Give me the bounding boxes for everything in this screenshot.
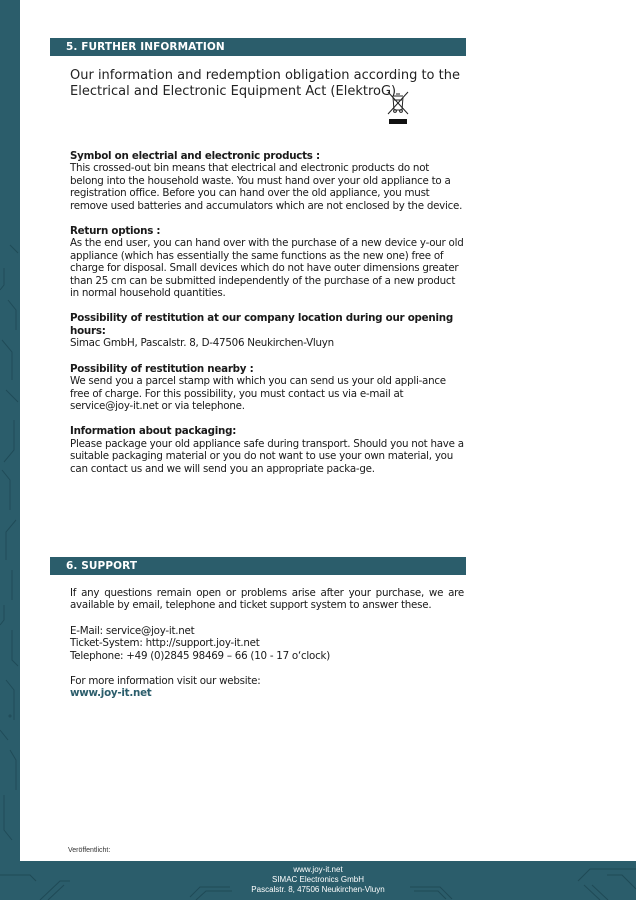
section5-content [70, 150, 464, 488]
section-header-support: 6. SUPPORT [50, 557, 466, 575]
block-text: Simac GmbH, Pascalstr. 8, D-47506 Neukirchen-Vluyn [70, 337, 334, 350]
contact-ticket-system[interactable]: Ticket-System: http://support.joy-it.net [70, 637, 260, 650]
block-heading: Possibility of restitution at our company location during our opening hours: [70, 312, 453, 337]
block-heading: Possibility of restitution nearby : [70, 362, 254, 375]
info-block-packaging [70, 425, 464, 475]
block-heading: Symbol on electrial and electronic products : [70, 150, 320, 162]
block-text: As the end user, you can hand over with the purchase of a new device y-our old appliance (which has essentially the same functions as the new one) free of charge for disposal. Small devices which do not have outer dimensions greater than 25 cm can be submitted independently of the purchase of a new product in normal household quantities. [70, 237, 464, 300]
contact-details [70, 625, 464, 662]
block-text: We send you a parcel stamp with which you can send us your old appli-ance free of charge. For this possibility, you must contact us via e-mail at service@joy-it.net or via telephone. [70, 375, 446, 412]
section-header-further-information: 5. FURTHER INFORMATION [50, 38, 466, 56]
crossed-out-bin-icon [386, 90, 410, 126]
footer-company: SIMAC Electronics GmbH [271, 875, 365, 884]
section6-content [70, 587, 464, 700]
info-block-company-location [70, 312, 464, 349]
circuit-pattern-icon [0, 0, 20, 861]
footer-address: Pascalstr. 8, 47506 Neukirchen-Vluyn [251, 885, 385, 894]
published-label: Veröffentlicht: [68, 847, 111, 854]
page-footer [0, 861, 636, 900]
block-heading: Information about packaging: [70, 425, 237, 438]
info-block-nearby [70, 363, 464, 413]
info-block-return-options [70, 225, 464, 299]
block-text: Please package your old appliance safe during transport. Should you not have a suitable packaging material or you do not want to use your own material, you can contact us and we will send you an appropriate packa-ge. [70, 437, 464, 475]
support-intro-text: If any questions remain open or problems arise after your purchase, we are available by email, telephone and ticket support system to answer these. [70, 587, 464, 612]
sidebar-decoration [0, 0, 20, 861]
contact-telephone: Telephone: +49 (0)2845 98469 – 66 (10 - 17 o‘clock) [70, 649, 330, 662]
contact-email[interactable]: E-Mail: service@joy-it.net [70, 624, 195, 637]
more-info-text: For more information visit our website: [70, 675, 261, 688]
block-text: This crossed-out bin means that electrical and electronic products do not belong into the household waste. You must hand over your old appliance to a registration office. Before you can hand over the old appliance, you must remove used batteries and accumulators which are not enclosed by the device. [70, 162, 463, 212]
website-link[interactable]: www.joy-it.net [70, 687, 152, 700]
info-block-symbol [70, 150, 464, 212]
footer-website: www.joy-it.net [293, 865, 343, 874]
block-heading: Return options : [70, 225, 161, 238]
weee-intro-heading: Our information and redemption obligation according to the Electrical and Electronic Equipment Act (ElektroG) [70, 68, 460, 99]
